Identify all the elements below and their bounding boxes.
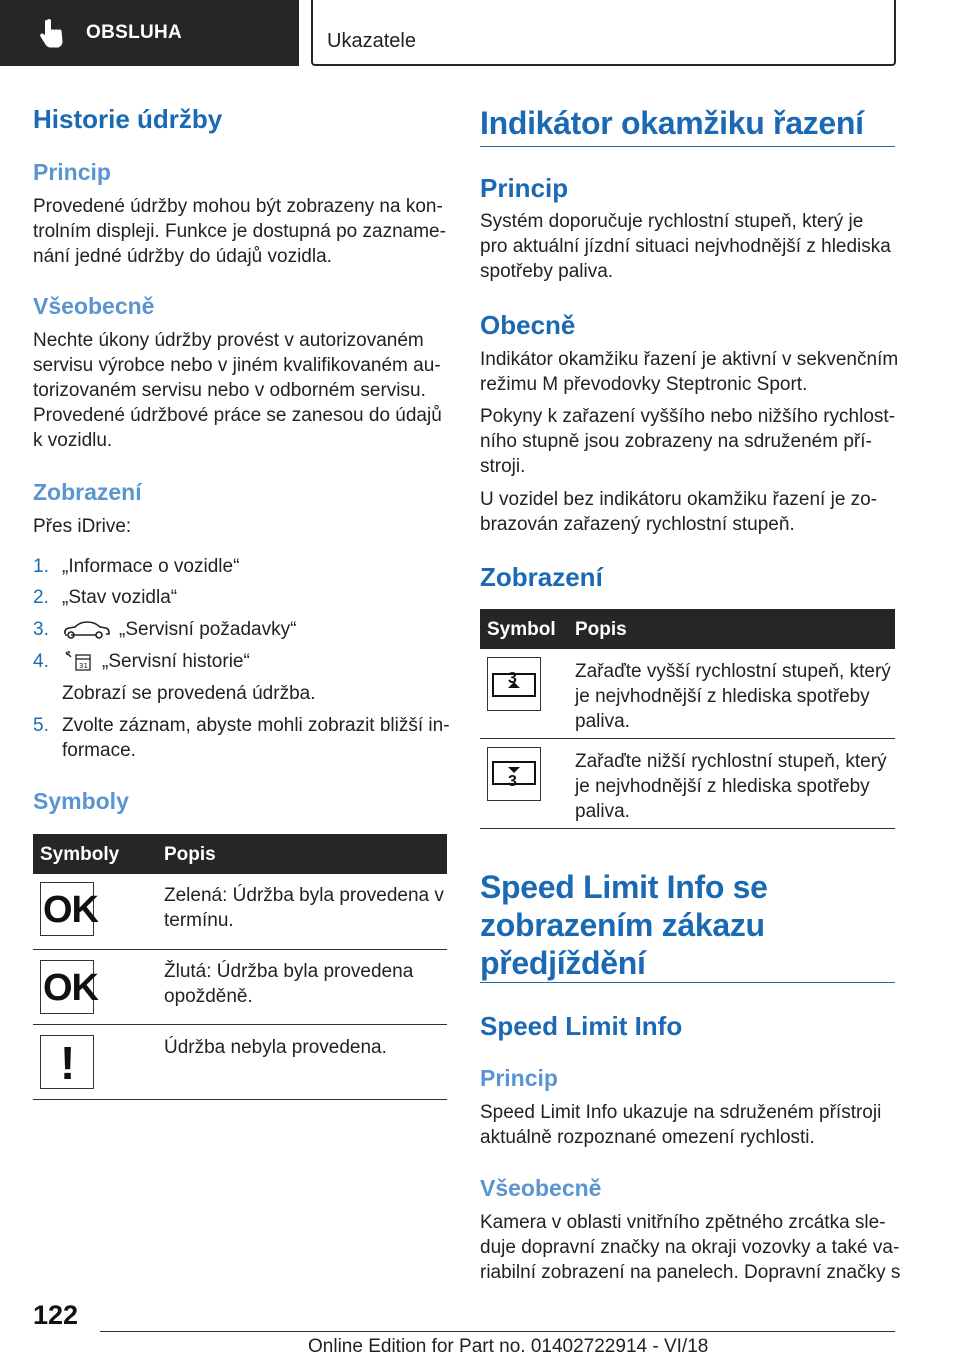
vseobecne-heading: Všeobecně — [33, 293, 155, 319]
zobrazeni-intro: Přes iDrive: — [33, 516, 132, 537]
footer-rule — [100, 1331, 895, 1332]
princip-line: Provedené údržby mohou být zobrazeny na kon- — [33, 196, 443, 217]
obecne-line: brazován zařazený rychlostní stupeň. — [480, 514, 795, 535]
zobrazeni-heading: Zobrazení — [33, 479, 142, 505]
section-label: Ukazatele — [327, 30, 416, 52]
princip-heading: Princip — [33, 159, 111, 185]
table-row: OK Žlutá: Údržba byla provedena opožděně. — [33, 950, 447, 1025]
zobrazeni-heading: Zobrazení — [480, 562, 603, 592]
princip-line: Systém doporučuje rychlostní stupeň, který je — [480, 211, 864, 232]
vseobecne-line: torizovaném servisu nebo v odborném servisu. — [33, 380, 426, 401]
table-row: 3 Zařaďte nižší rychlostní stupeň, který je nejvhodnější z hlediska spotřeby paliva. — [480, 739, 895, 829]
title-rule — [480, 982, 895, 983]
princip-line: nání jedné údržby do údajů vozidla. — [33, 246, 332, 267]
shift-up-icon: 3 — [487, 657, 541, 711]
car-icon — [62, 620, 110, 640]
section-box — [311, 0, 896, 66]
table-header-description: Popis — [164, 844, 216, 865]
princip-heading: Princip — [480, 173, 569, 203]
shift-down-icon: 3 — [487, 747, 541, 801]
edition-note: Online Edition for Part no. 01402722914 - VI/18 — [308, 1336, 709, 1357]
chapter-tab — [0, 0, 299, 66]
symbols-table — [33, 834, 447, 1100]
obecne-line: stroji. — [480, 456, 526, 477]
list-item: formace. — [62, 740, 136, 761]
calendar-day-label: 31 — [79, 662, 88, 670]
service-calendar-icon — [62, 649, 92, 673]
gear-symbols-table — [480, 609, 895, 829]
sli-princip-line: aktuálně rozpoznané omezení rychlosti. — [480, 1127, 815, 1148]
table-header — [33, 834, 447, 874]
table-header-description: Popis — [575, 619, 627, 640]
sli-princip-heading: Princip — [480, 1065, 558, 1091]
princip-line: spotřeby paliva. — [480, 261, 614, 282]
hand-pointer-icon — [40, 18, 66, 48]
princip-line: trolním displeji. Funkce je dostupná po zazname- — [33, 221, 446, 242]
list-item: 1. „Informace o vozidle“ — [33, 556, 240, 577]
chapter-label: OBSLUHA — [86, 22, 183, 43]
obecne-line: Indikátor okamžiku řazení je aktivní v sekvenčním — [480, 349, 899, 370]
symboly-heading: Symboly — [33, 788, 129, 814]
maintenance-history-title: Historie údržby — [33, 104, 223, 134]
exclamation-icon: ! — [40, 1035, 94, 1089]
shift-indicator-title: Indikátor okamžiku řazení — [480, 105, 864, 141]
ok-green-symbol: OK — [40, 882, 94, 936]
page-number: 122 — [33, 1300, 79, 1330]
table-row: OK Zelená: Údržba byla provedena v termínu. — [33, 874, 447, 950]
princip-line: pro aktuální jízdní situaci nejvhodnější z hlediska — [480, 236, 891, 257]
list-item: 3. „Servisní požadavky“ — [33, 619, 297, 640]
vseobecne-line: servisu výrobce nebo v jiném kvalifikovaném au- — [33, 355, 441, 376]
table-header-symbols: Symboly — [40, 844, 120, 865]
obecne-line: Pokyny k zařazení vyššího nebo nižšího rychlost- — [480, 406, 896, 427]
sli-heading: Speed Limit Info — [480, 1011, 683, 1041]
table-row: ! Údržba nebyla provedena. — [33, 1025, 447, 1100]
list-item: Zobrazí se provedená údržba. — [62, 683, 316, 704]
sli-vseobecne-line: riabilní zobrazení na panelech. Dopravní značky s — [480, 1262, 901, 1283]
list-item: 5. Zvolte záznam, abyste mohli zobrazit bližší in- — [33, 715, 450, 736]
page-header — [0, 0, 960, 66]
vseobecne-line: k vozidlu. — [33, 430, 113, 451]
sli-vseobecne-heading: Všeobecně — [480, 1175, 602, 1201]
title-rule — [480, 146, 895, 147]
obecne-line: U vozidel bez indikátoru okamžiku řazení je zo- — [480, 489, 878, 510]
sli-vseobecne-line: duje dopravní značky na okraji vozovky a také va- — [480, 1237, 900, 1258]
obecne-heading: Obecně — [480, 310, 576, 340]
list-item: 4. 31 „Servisní historie“ — [33, 651, 250, 672]
list-item: 2. „Stav vozidla“ — [33, 587, 178, 608]
table-header — [480, 609, 895, 649]
vseobecne-line: Nechte úkony údržby provést v autorizovaném — [33, 330, 424, 351]
sli-vseobecne-line: Kamera v oblasti vnitřního zpětného zrcátka sle- — [480, 1212, 886, 1233]
sli-princip-line: Speed Limit Info ukazuje na sdruženém přístroji — [480, 1102, 882, 1123]
obecne-line: ního stupně jsou zobrazeny na sdruženém pří- — [480, 431, 872, 452]
obecne-line: režimu M převodovky Steptronic Sport. — [480, 374, 808, 395]
speed-limit-title: Speed Limit Info se zobrazením zákazu předjíždění — [480, 869, 768, 981]
table-header-symbol: Symbol — [487, 619, 556, 640]
table-row: 3 Zařaďte vyšší rychlostní stupeň, který je nejvhodnější z hlediska spotřeby paliva. — [480, 649, 895, 739]
ok-yellow-symbol: OK — [40, 960, 94, 1014]
vseobecne-line: Provedené údržbové práce se zanesou do údajů — [33, 405, 442, 426]
